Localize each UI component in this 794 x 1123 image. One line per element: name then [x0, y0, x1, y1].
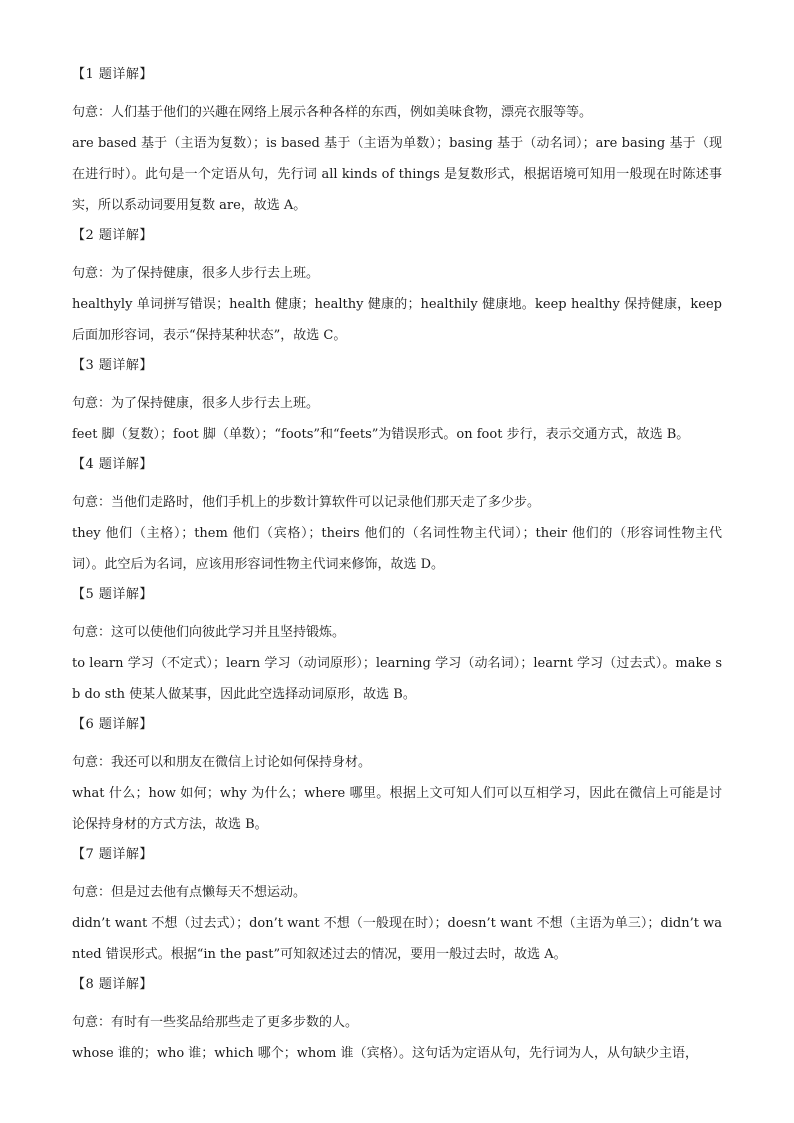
explanation-section-2: [72, 227, 722, 351]
section-heading: 【2 题详解】: [72, 228, 153, 243]
section-heading: 【4 题详解】: [72, 457, 153, 472]
answer-explanations: [72, 66, 722, 1069]
option-explanation: feet 脚（复数）；foot 脚（单数）；“foots”和“feets”为错误形式。on foot 步行，表示交通方式，故选 B。: [72, 427, 690, 442]
section-heading: 【8 题详解】: [72, 977, 153, 992]
option-explanation: healthyly 单词拼写错误；health 健康；healthy 健康的；healthily 健康地。keep healthy 保持健康，keep 后面加形容词，表示“保持某种状态”，故选 C。: [72, 297, 722, 343]
section-heading: 【1 题详解】: [72, 67, 153, 82]
sentence-meaning: 句意：当他们走路时，他们手机上的步数计算软件可以记录他们那天走了多少步。: [72, 495, 541, 510]
explanation-section-3: [72, 357, 722, 450]
sentence-meaning: 句意：为了保持健康，很多人步行去上班。: [72, 396, 320, 411]
option-explanation: didn’t want 不想（过去式）；don’t want 不想（一般现在时）；doesn’t want 不想（主语为单三）；didn’t wanted 错误形式。根据“in the past”可知叙述过去的情况，要用一般过去时，故选 A。: [72, 916, 722, 962]
explanation-section-8: [72, 976, 722, 1069]
option-explanation: what 什么；how 如何；why 为什么；where 哪里。根据上文可知人们可以互相学习，因此在微信上可能是讨论保持身材的方式方法，故选 B。: [72, 786, 722, 832]
option-explanation: are based 基于（主语为复数）；is based 基于（主语为单数）；basing 基于（动名词）；are basing 基于（现在进行时）。此句是一个定语从句，先行词 all kinds of things 是复数形式，根据语境可知用一般现在时陈述事实，所以系动词要用复数 are，故选 A。: [72, 136, 722, 213]
section-heading: 【6 题详解】: [72, 717, 153, 732]
explanation-section-6: [72, 716, 722, 840]
section-heading: 【3 题详解】: [72, 358, 153, 373]
section-heading: 【5 题详解】: [72, 587, 153, 602]
sentence-meaning: 句意：我还可以和朋友在微信上讨论如何保持身材。: [72, 755, 372, 770]
sentence-meaning: 句意：但是过去他有点懒每天不想运动。: [72, 885, 307, 900]
explanation-section-7: [72, 846, 722, 970]
explanation-section-4: [72, 456, 722, 580]
option-explanation: they 他们（主格）；them 他们（宾格）；theirs 他们的（名词性物主代词）；their 他们的（形容词性物主代词）。此空后为名词，应该用形容词性物主代词来修饰，故选 D。: [72, 526, 722, 572]
explanation-section-5: [72, 586, 722, 710]
explanation-section-1: [72, 66, 722, 221]
sentence-meaning: 句意：有时有一些奖品给那些走了更多步数的人。: [72, 1015, 359, 1030]
section-heading: 【7 题详解】: [72, 847, 153, 862]
sentence-meaning: 句意：这可以使他们向彼此学习并且坚持锻炼。: [72, 625, 346, 640]
sentence-meaning: 句意：人们基于他们的兴趣在网络上展示各种各样的东西，例如美味食物，漂亮衣服等等。: [72, 105, 593, 120]
option-explanation: to learn 学习（不定式）；learn 学习（动词原形）；learning 学习（动名词）；learnt 学习（过去式）。make sb do sth 使某人做某事，因此此空选择动词原形，故选 B。: [72, 656, 722, 702]
sentence-meaning: 句意：为了保持健康，很多人步行去上班。: [72, 266, 320, 281]
option-explanation: whose 谁的；who 谁；which 哪个；whom 谁（宾格）。这句话为定语从句，先行词为人，从句缺少主语，: [72, 1046, 699, 1061]
